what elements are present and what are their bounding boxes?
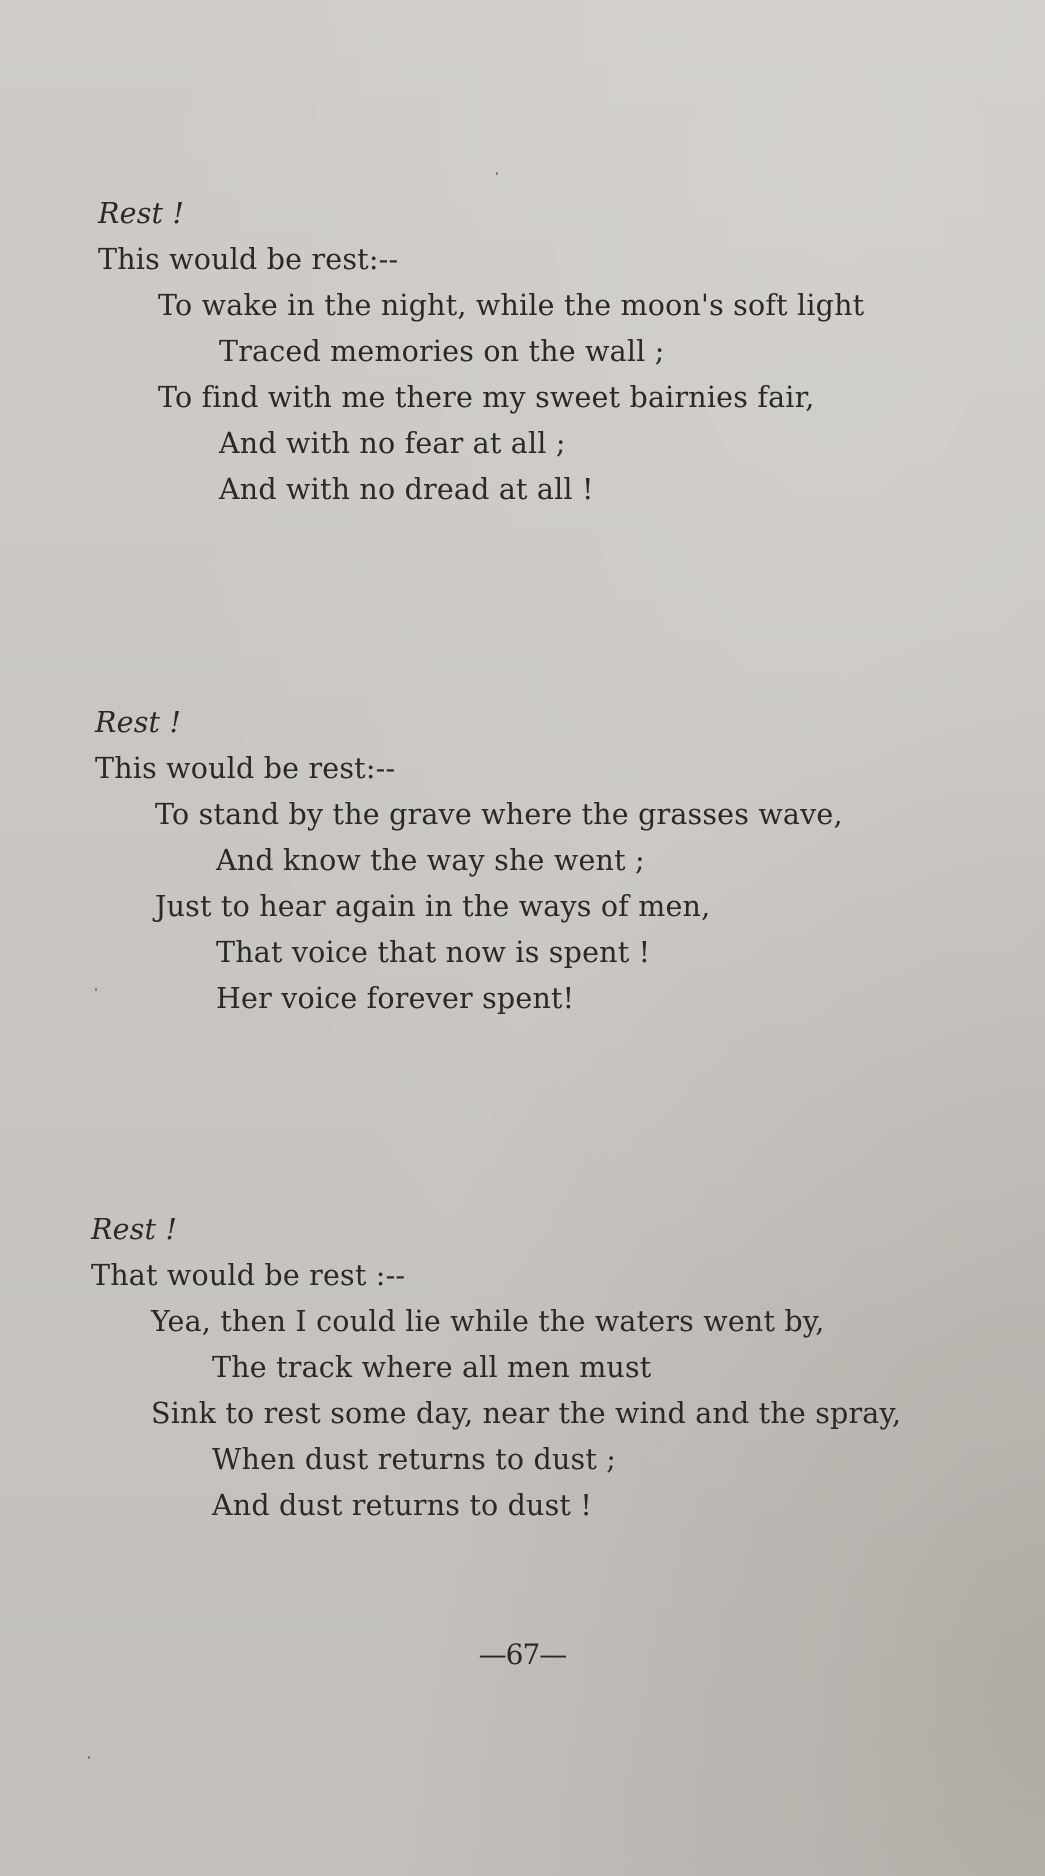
- stanza-3: [91, 1207, 951, 1529]
- verse-line: And know the way she went ;: [216, 844, 645, 877]
- verse-line: To find with me there my sweet bairnies fair,: [158, 381, 815, 414]
- verse-line: To stand by the grave where the grasses wave,: [155, 798, 843, 831]
- verse-line: Just to hear again in the ways of men,: [155, 890, 711, 923]
- paper-speck: [88, 1756, 90, 1759]
- stanza-intro: This would be rest:--: [95, 752, 396, 785]
- page-number: —67—: [478, 1638, 567, 1671]
- stanza-1: [98, 191, 958, 513]
- stanza-heading: Rest !: [91, 1213, 178, 1246]
- verse-line: Traced memories on the wall ;: [219, 335, 665, 368]
- verse-line: When dust returns to dust ;: [212, 1443, 617, 1476]
- paper-speck: [496, 172, 498, 175]
- verse-line: That voice that now is spent !: [216, 936, 651, 969]
- verse-line: And with no dread at all !: [219, 473, 594, 506]
- verse-line: Sink to rest some day, near the wind and the spray,: [151, 1397, 902, 1430]
- verse-line: To wake in the night, while the moon's soft light: [158, 289, 865, 322]
- paper-speck: [95, 988, 97, 991]
- stanza-heading: Rest !: [98, 197, 185, 230]
- stanza-2: [95, 700, 955, 1022]
- stanza-intro: This would be rest:--: [98, 243, 399, 276]
- verse-line: The track where all men must: [212, 1351, 652, 1384]
- verse-line: And dust returns to dust !: [212, 1489, 592, 1522]
- stanza-heading: Rest !: [95, 706, 182, 739]
- verse-line: Yea, then I could lie while the waters went by,: [151, 1305, 825, 1338]
- verse-line: Her voice forever spent!: [216, 982, 575, 1015]
- stanza-intro: That would be rest :--: [91, 1259, 406, 1292]
- verse-line: And with no fear at all ;: [219, 427, 566, 460]
